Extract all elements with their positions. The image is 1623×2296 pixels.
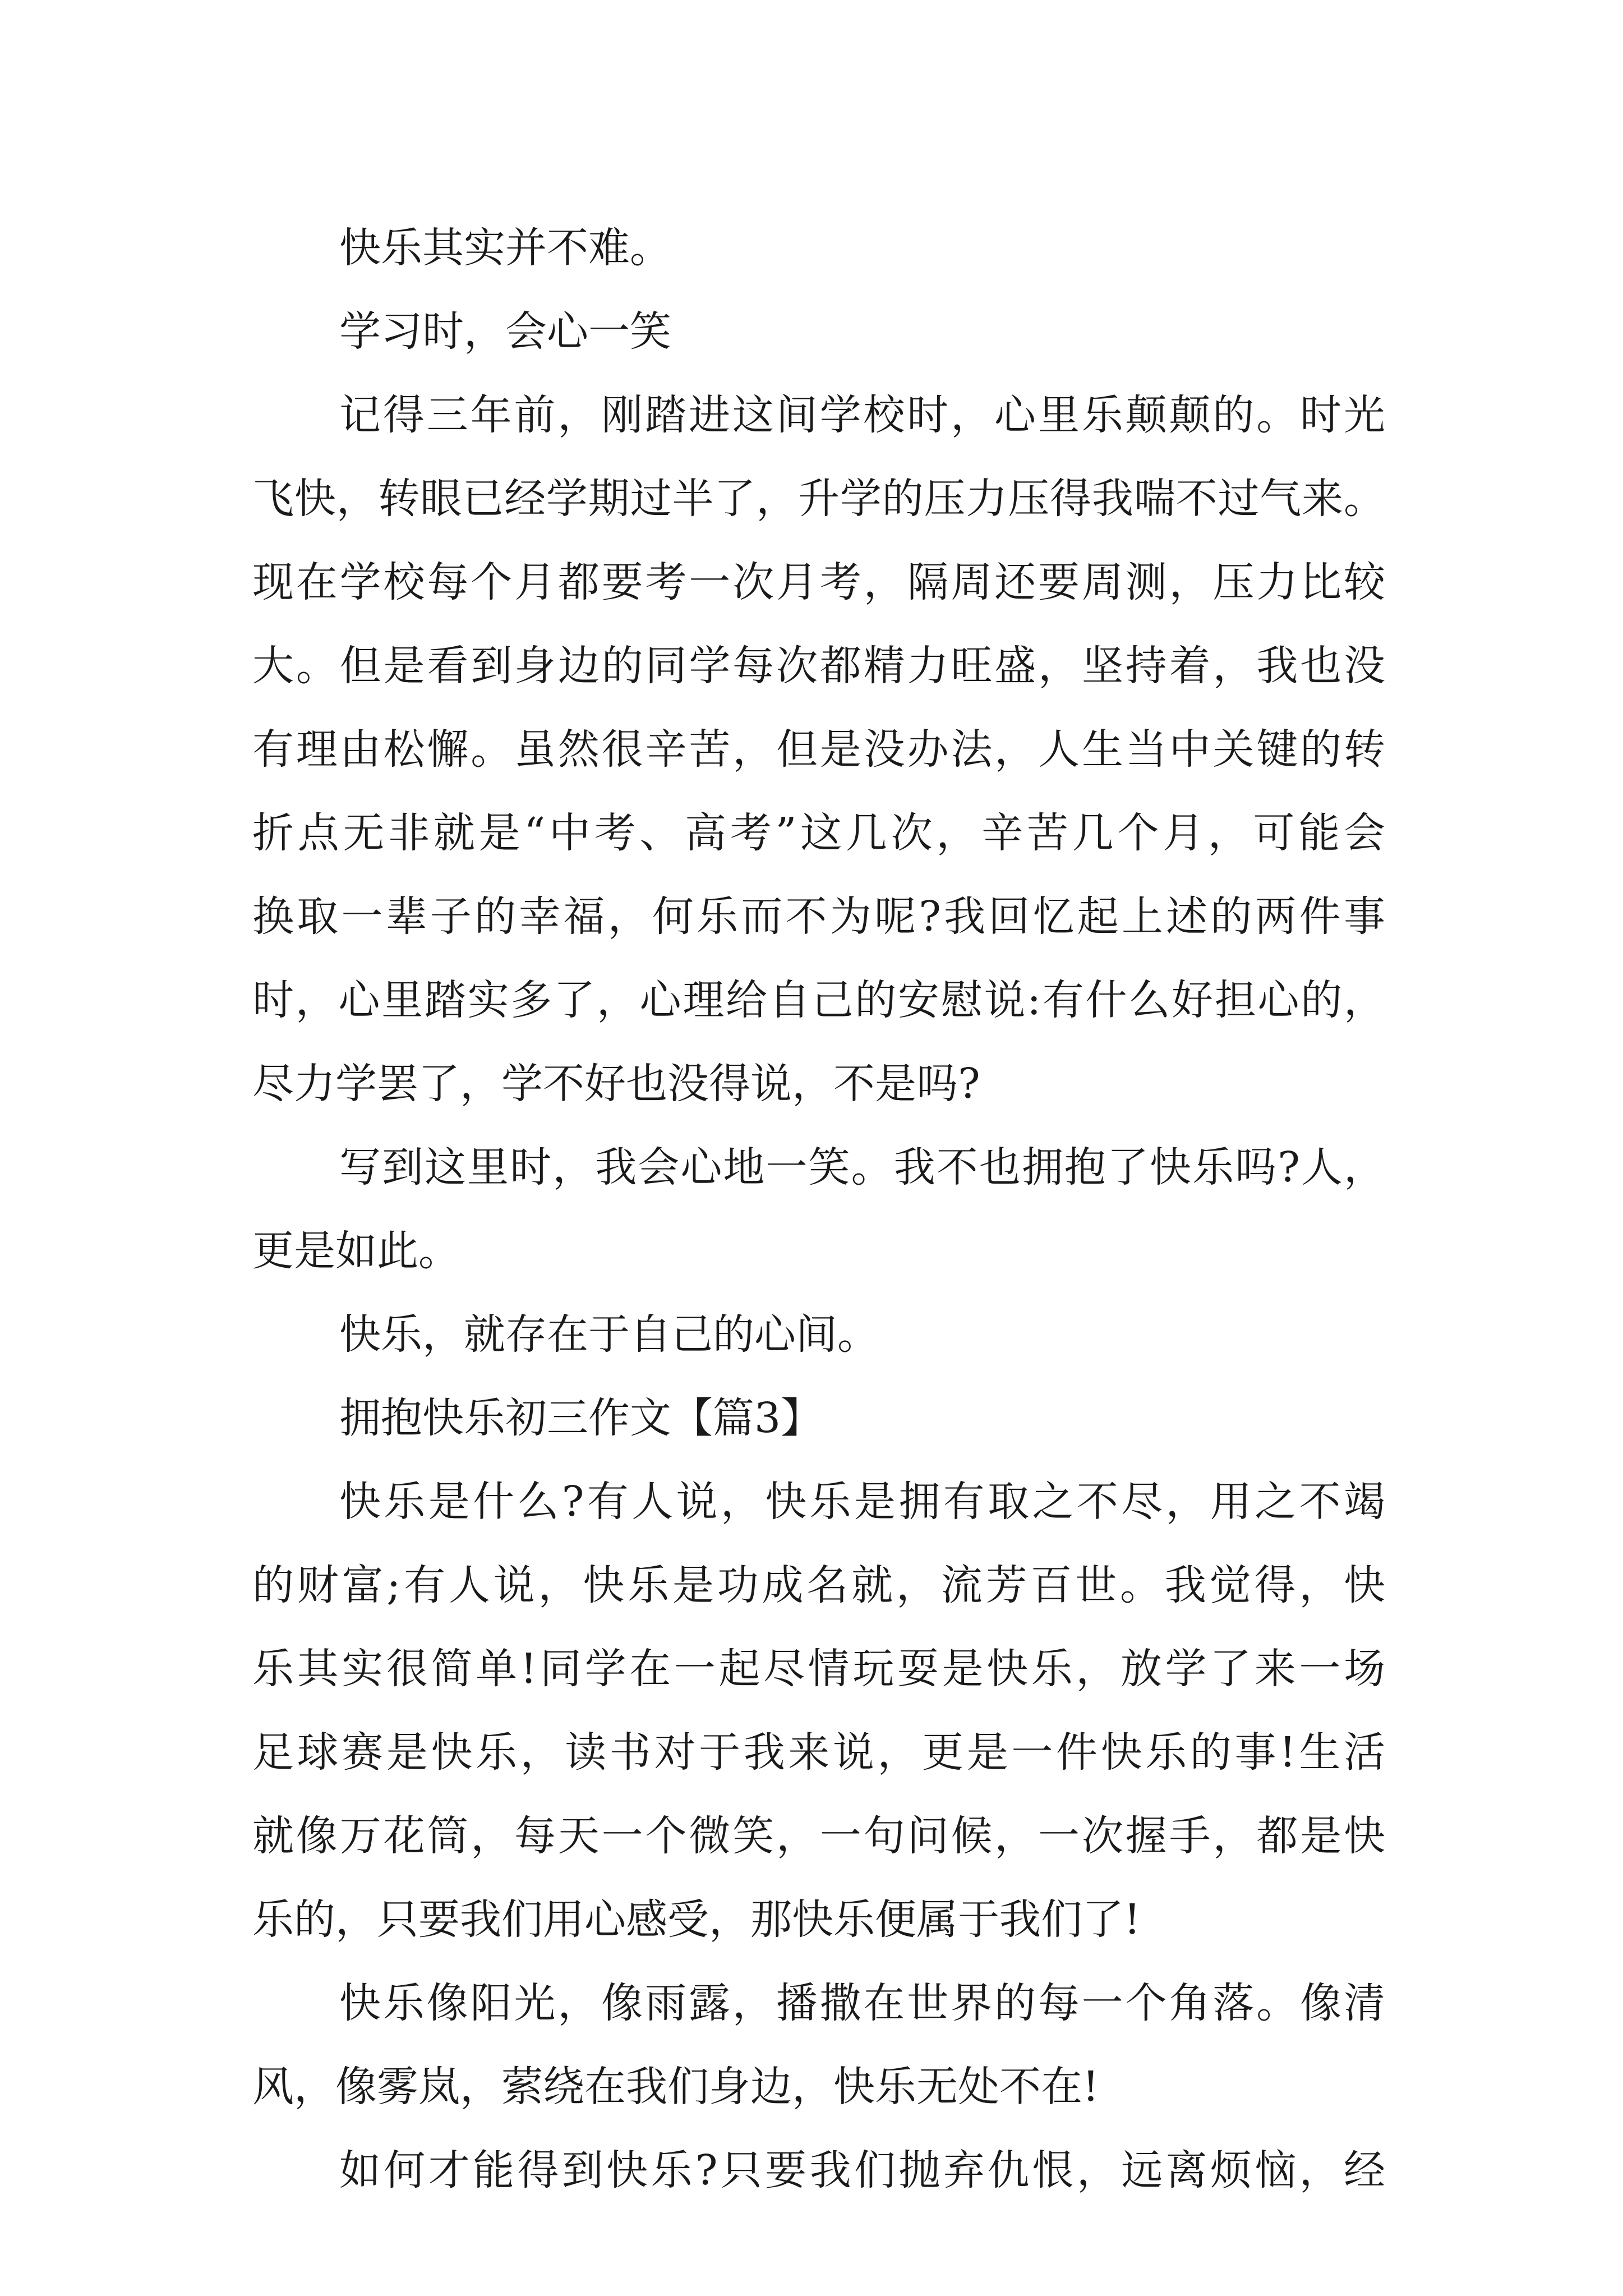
text-line: 快乐像阳光，像雨露，播撒在世界的每一个角落。像清 [339,1979,1385,2027]
text-line: 风，像雾岚，萦绕在我们身边，快乐无处不在! [252,2063,1099,2111]
text-line: 记得三年前，刚踏进这间学校时，心里乐颠颠的。时光 [339,391,1385,439]
text-line: 写到这里时，我会心地一笑。我不也拥抱了快乐吗?人， [339,1143,1385,1191]
text-line: 更是如此。 [252,1227,460,1275]
text-line: 乐的，只要我们用心感受，那快乐便属于我们了! [252,1895,1141,1944]
text-line: 就像万花筒，每天一个微笑，一句问候，一次握手，都是快 [252,1812,1385,1860]
text-line: 学习时，会心一笑 [339,307,671,356]
text-line: 折点无非就是“中考、高考”这几次，辛苦几个月，可能会 [252,809,1385,857]
text-line: 足球赛是快乐，读书对于我来说，更是一件快乐的事!生活 [252,1728,1385,1777]
text-line: 有理由松懈。虽然很辛苦，但是没办法，人生当中关键的转 [252,725,1385,774]
text-line: 快乐是什么?有人说，快乐是拥有取之不尽，用之不竭 [339,1478,1385,1526]
text-line: 现在学校每个月都要考一次月考，隔周还要周测，压力比较 [252,558,1385,606]
text-line: 拥抱快乐初三作文【篇3】 [339,1394,823,1442]
text-line: 飞快，转眼已经学期过半了，升学的压力压得我喘不过气来。 [252,475,1385,523]
document-body [252,206,1385,2212]
text-line: 如何才能得到快乐?只要我们抛弃仇恨，远离烦恼，经 [339,2146,1385,2194]
text-line: 快乐其实并不难。 [339,224,671,272]
text-line: 换取一辈子的幸福，何乐而不为呢?我回忆起上述的两件事 [252,892,1385,941]
text-line: 尽力学罢了，学不好也没得说，不是吗? [252,1060,980,1108]
text-line: 快乐，就存在于自己的心间。 [339,1310,879,1359]
text-line: 时，心里踏实多了，心理给自己的安慰说:有什么好担心的， [252,976,1385,1024]
text-line: 的财富;有人说，快乐是功成名就，流芳百世。我觉得，快 [252,1561,1385,1609]
text-line: 大。但是看到身边的同学每次都精力旺盛，坚持着，我也没 [252,642,1385,690]
text-line: 乐其实很简单!同学在一起尽情玩耍是快乐，放学了来一场 [252,1645,1385,1693]
